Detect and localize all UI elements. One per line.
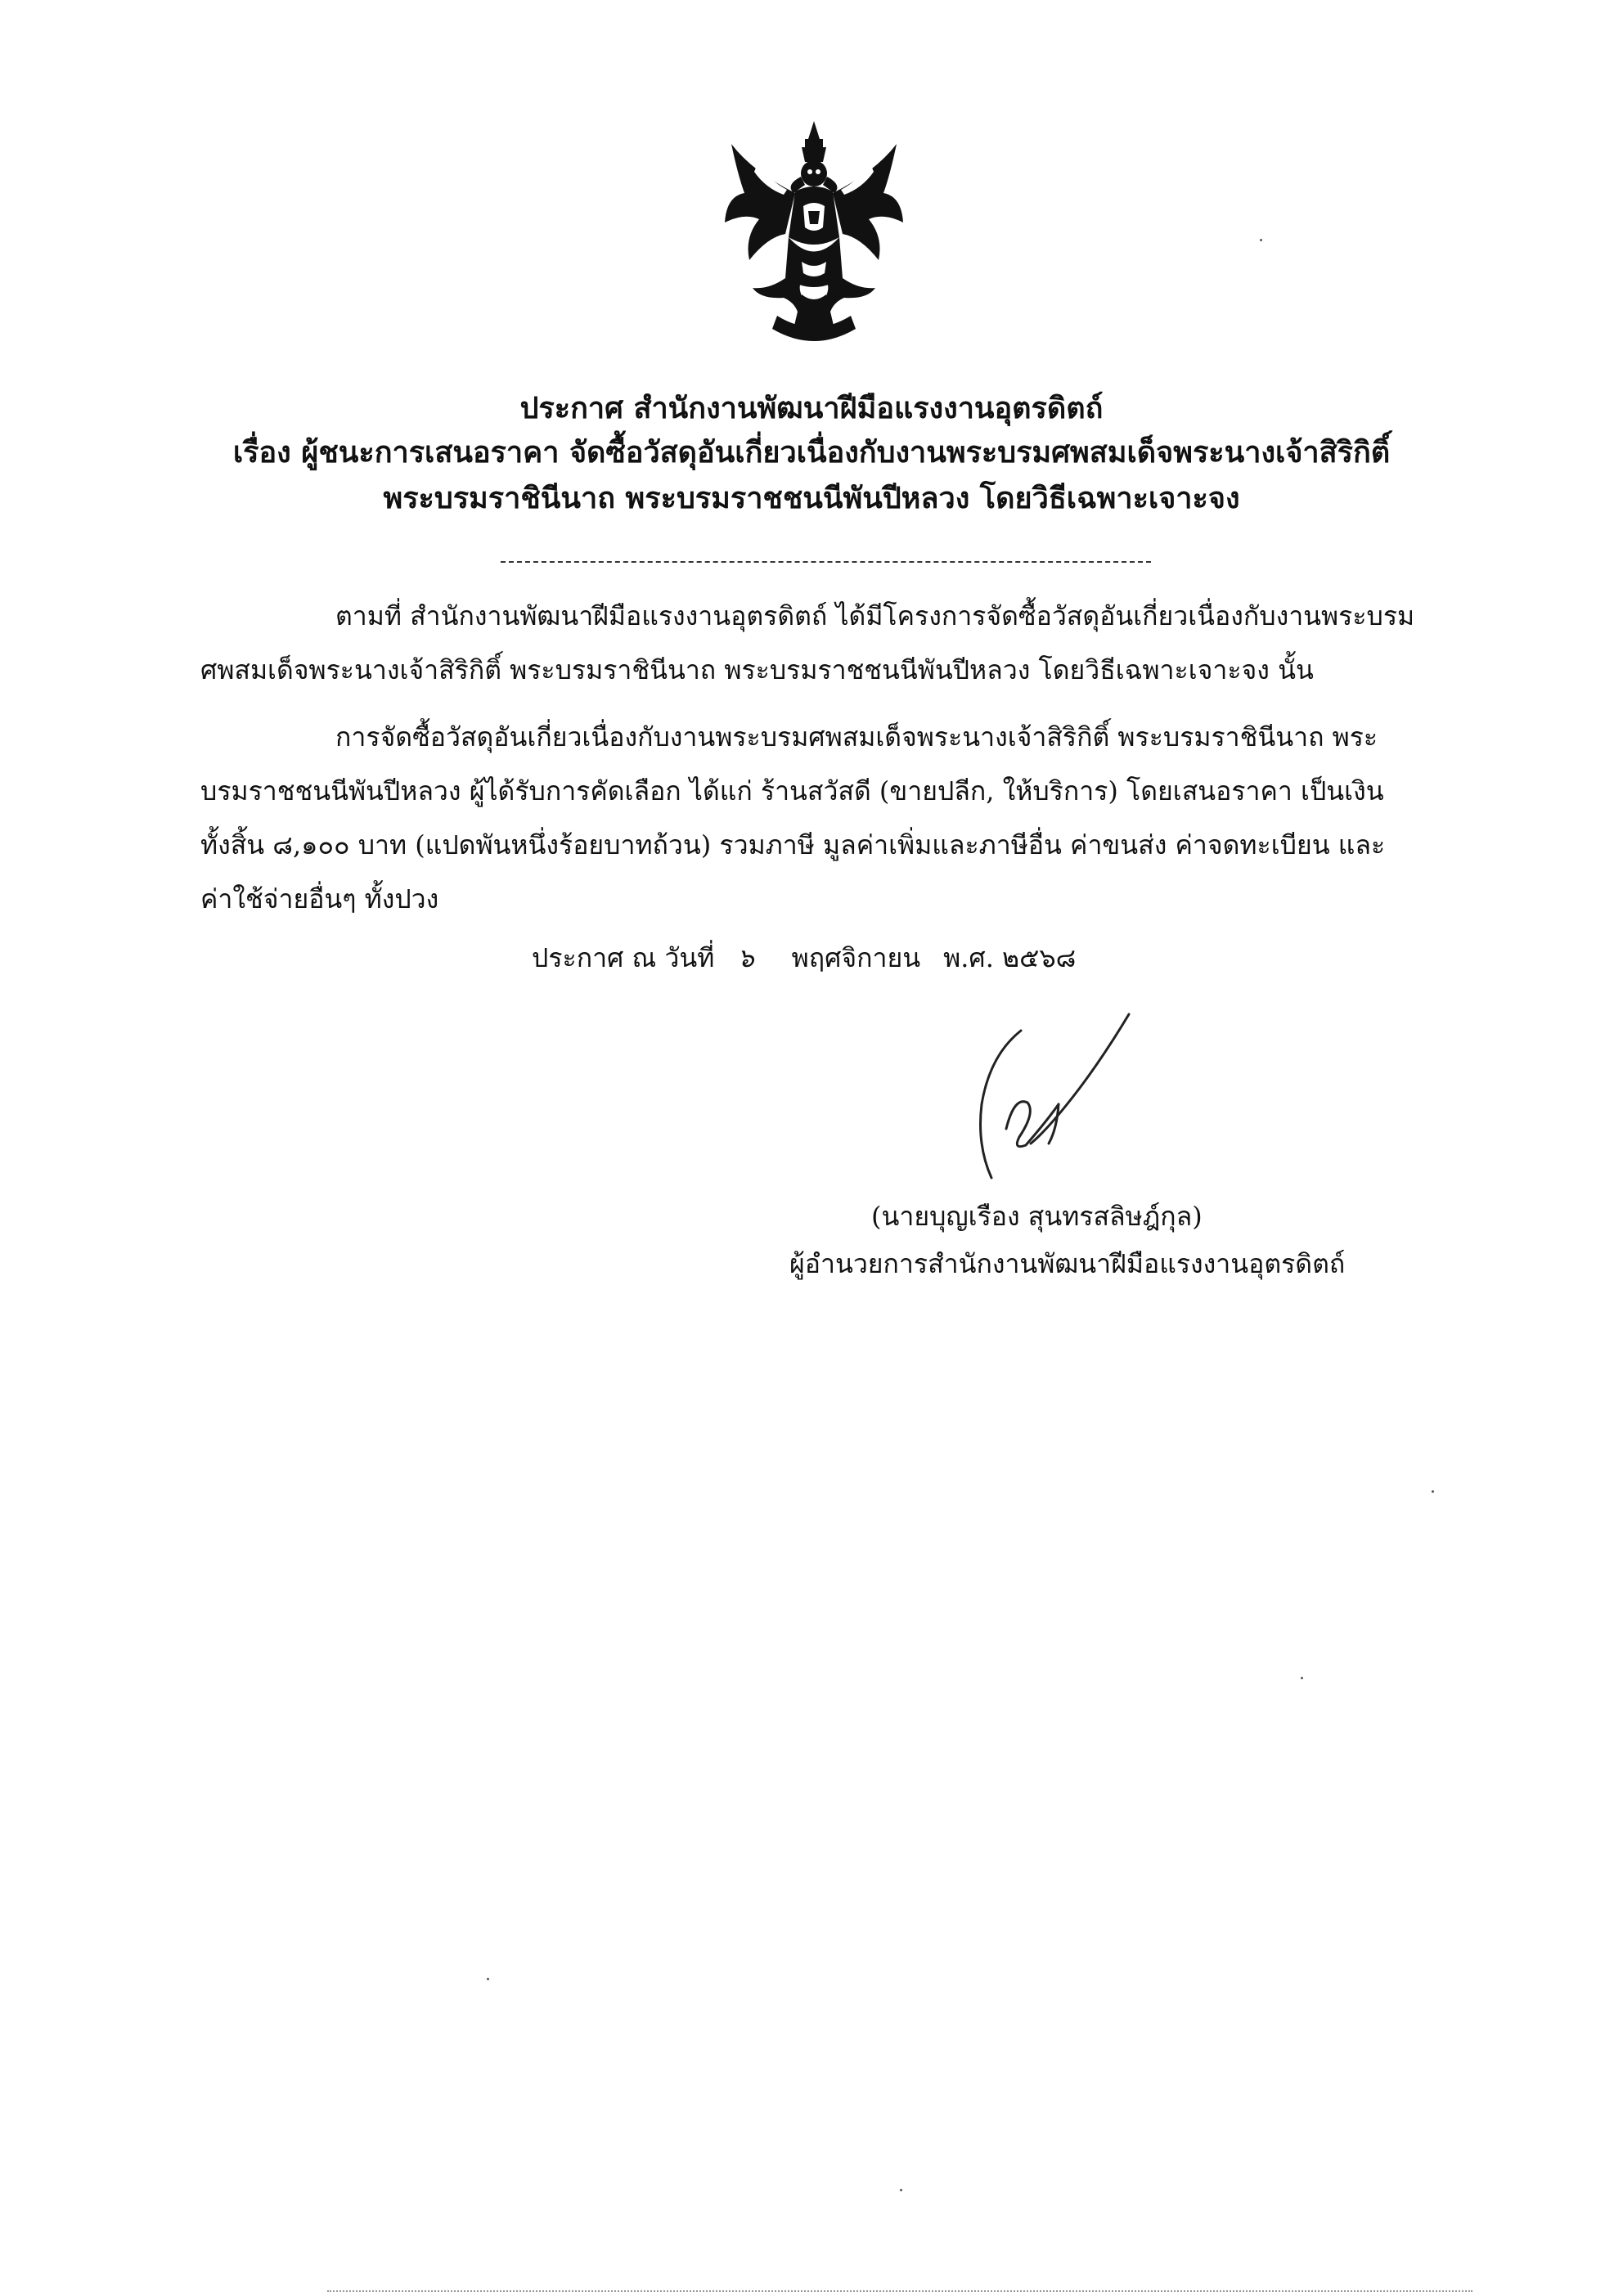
garuda-emblem-icon xyxy=(720,115,908,352)
signer-position: ผู้อำนวยการสำนักงานพัฒนาฝีมือแรงงานอุตรดิตถ์ xyxy=(789,1248,1346,1279)
handwritten-signature xyxy=(957,1006,1170,1211)
paragraph-2-line-2: บรมราชชนนีพันปีหลวง ผู้ได้รับการคัดเลือก ได้แก่ ร้านสวัสดี (ขายปลีก, ให้บริการ) โดยเสนอราคา เป็นเงิน xyxy=(200,775,1384,807)
heading-line-3: พระบรมราชินีนาถ พระบรมราชชนนีพันปีหลวง โดยวิธีเฉพาะเจาะจง xyxy=(383,481,1240,515)
announcement-heading xyxy=(164,386,1459,430)
date-prefix: ประกาศ ณ วันที่ xyxy=(532,942,715,973)
paragraph-2-line-1: การจัดซื้อวัสดุอันเกี่ยวเนื่องกับงานพระบรมศพสมเด็จพระนางเจ้าสิริกิติ์ พระบรมราชินีนาถ พระ xyxy=(335,721,1378,753)
paragraph-1-line-1: ตามที่ สำนักงานพัฒนาฝีมือแรงงานอุตรดิตถ์ ได้มีโครงการจัดซื้อวัสดุอันเกี่ยวเนื่องกับงานพระบรม xyxy=(335,600,1415,631)
announcement-subject xyxy=(164,430,1459,474)
paragraph-2-line-4: ค่าใช้จ่ายอื่นๆ ทั้งปวง xyxy=(200,883,439,914)
scan-speck xyxy=(1260,239,1262,241)
scan-edge xyxy=(327,2290,1472,2292)
paragraph-2-line-3: ทั้งสิ้น ๘,๑๐๐ บาท (แปดพันหนึ่งร้อยบาทถ้วน) รวมภาษี มูลค่าเพิ่มและภาษีอื่น ค่าขนส่ง ค่าจดทะเบียน และ xyxy=(200,829,1386,860)
signer-name: (นายบุญเรือง สุนทรสลิษฎ์กุล) xyxy=(871,1201,1203,1232)
date-month: พฤศจิกายน xyxy=(791,942,921,973)
date-era: พ.ศ. xyxy=(943,942,994,973)
heading-divider xyxy=(501,561,1151,563)
paragraph-1 xyxy=(200,589,1477,697)
scan-speck xyxy=(1301,1677,1303,1679)
date-day: ๖ xyxy=(737,942,754,973)
paragraph-2 xyxy=(200,710,1477,926)
scan-speck xyxy=(487,1978,489,1980)
scan-speck xyxy=(1432,1490,1434,1493)
scan-speck xyxy=(900,2189,902,2191)
date-year: ๒๕๖๘ xyxy=(1002,942,1077,973)
announcement-date xyxy=(532,937,1076,979)
heading-line-2: เรื่อง ผู้ชนะการเสนอราคา จัดซื้อวัสดุอันเกี่ยวเนื่องกับงานพระบรมศพสมเด็จพระนางเจ้าสิริกิติ์ xyxy=(232,435,1391,470)
paragraph-1-line-2: ศพสมเด็จพระนางเจ้าสิริกิติ์ พระบรมราชินีนาถ พระบรมราชชนนีพันปีหลวง โดยวิธีเฉพาะเจาะจง นั้น xyxy=(200,654,1314,685)
announcement-subject-continued xyxy=(164,476,1459,520)
heading-line-1: ประกาศ สำนักงานพัฒนาฝีมือแรงงานอุตรดิตถ์ xyxy=(519,391,1104,425)
